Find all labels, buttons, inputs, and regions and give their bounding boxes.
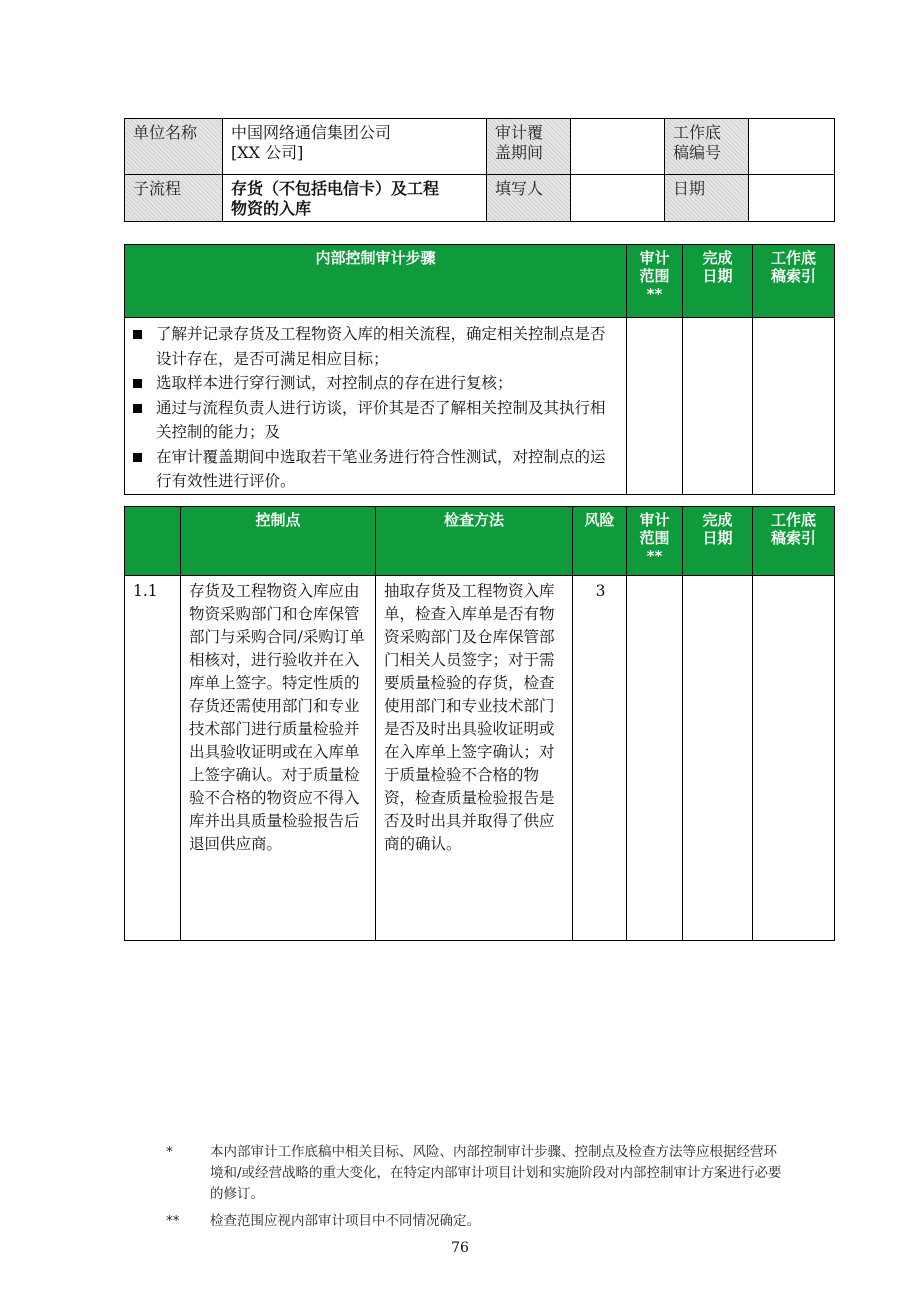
steps-header-workpaper-index: 工作底 稿索引 bbox=[753, 245, 835, 318]
subprocess-label: 子流程 bbox=[125, 175, 223, 222]
square-bullet-icon bbox=[133, 330, 142, 339]
steps-scope-cell[interactable] bbox=[627, 318, 683, 495]
square-bullet-icon bbox=[133, 404, 142, 413]
audit-steps-list bbox=[125, 318, 627, 495]
footnote-mark: ** bbox=[166, 1213, 180, 1229]
risk-level: 3 bbox=[573, 576, 627, 941]
steps-header-scope: 审计 范围 ** bbox=[627, 245, 683, 318]
ctrl-done-date-cell[interactable] bbox=[683, 576, 753, 941]
unit-name-label: 单位名称 bbox=[125, 119, 223, 175]
preparer-value[interactable] bbox=[571, 175, 665, 222]
audit-step-item: 选取样本进行穿行测试，对控制点的存在进行复核； bbox=[133, 371, 620, 396]
steps-done-date-cell[interactable] bbox=[683, 318, 753, 495]
audit-step-item: 了解并记录存货及工程物资入库的相关流程，确定相关控制点是否设计存在，是否可满足相应目标； bbox=[133, 322, 620, 371]
table-row bbox=[125, 576, 835, 941]
audit-step-item: 通过与流程负责人进行访谈，评价其是否了解相关控制及其执行相关控制的能力；及 bbox=[133, 396, 620, 445]
audit-info-table bbox=[124, 118, 835, 222]
audit-steps-table bbox=[124, 244, 835, 495]
ctrl-workpaper-index-cell[interactable] bbox=[753, 576, 835, 941]
ctrl-scope-cell[interactable] bbox=[627, 576, 683, 941]
ctrl-header-scope: 审计 范围 ** bbox=[627, 507, 683, 576]
steps-workpaper-index-cell[interactable] bbox=[753, 318, 835, 495]
workpaper-number-label: 工作底 稿编号 bbox=[665, 119, 749, 175]
ctrl-header-control-point: 控制点 bbox=[181, 507, 376, 576]
unit-name-value: 中国网络通信集团公司 [XX 公司] bbox=[223, 119, 487, 175]
footnote-text: 检查范围应视内部审计项目中不同情况确定。 bbox=[210, 1213, 480, 1229]
footnote-text: 本内部审计工作底稿中相关目标、风险、内部控制审计步骤、控制点及检查方法等应根据经营环境和/或经营战略的重大变化，在特定内部审计项目计划和实施阶段对内部控制审计方案进行必要的修订。 bbox=[210, 1144, 782, 1202]
ctrl-header-risk: 风险 bbox=[573, 507, 627, 576]
footnote bbox=[166, 1211, 790, 1232]
check-method-text: 抽取存货及工程物资入库单，检查入库单是否有物资采购部门及仓库保管部门相关人员签字；对于需要质量检验的存货，检查使用部门和专业技术部门是否及时出具验收证明或在入库单上签字确认；对于质量检验不合格的物资，检查质量检验报告是否及时出具并取得了供应商的确认。 bbox=[376, 576, 573, 941]
control-point-text: 存货及工程物资入库应由物资采购部门和仓库保管部门与采购合同/采购订单相核对，进行验收并在入库单上签字。特定性质的存货还需使用部门和专业技术部门进行质量检验并出具验收证明或在入库单上签字确认。对于质量检验不合格的物资应不得入库并出具质量检验报告后退回供应商。 bbox=[181, 576, 376, 941]
audit-period-value[interactable] bbox=[571, 119, 665, 175]
ctrl-header-done-date: 完成 日期 bbox=[683, 507, 753, 576]
footnote-mark: * bbox=[166, 1144, 173, 1160]
steps-header-done-date: 完成 日期 bbox=[683, 245, 753, 318]
audit-step-item: 在审计覆盖期间中选取若干笔业务进行符合性测试，对控制点的运行有效性进行评价。 bbox=[133, 445, 620, 494]
audit-period-label: 审计覆 盖期间 bbox=[487, 119, 571, 175]
date-label: 日期 bbox=[665, 175, 749, 222]
ctrl-header-workpaper-index: 工作底 稿索引 bbox=[753, 507, 835, 576]
square-bullet-icon bbox=[133, 379, 142, 388]
footnote bbox=[166, 1142, 790, 1205]
date-value[interactable] bbox=[749, 175, 835, 222]
control-points-table bbox=[124, 506, 835, 941]
preparer-label: 填写人 bbox=[487, 175, 571, 222]
control-number: 1.1 bbox=[125, 576, 181, 941]
subprocess-value: 存货（不包括电信卡）及工程 物资的入库 bbox=[223, 175, 487, 222]
page-number: 76 bbox=[451, 1240, 469, 1256]
ctrl-header-number bbox=[125, 507, 181, 576]
workpaper-number-value[interactable] bbox=[749, 119, 835, 175]
square-bullet-icon bbox=[133, 453, 142, 462]
steps-header-main: 内部控制审计步骤 bbox=[125, 245, 627, 318]
ctrl-header-check-method: 检查方法 bbox=[376, 507, 573, 576]
